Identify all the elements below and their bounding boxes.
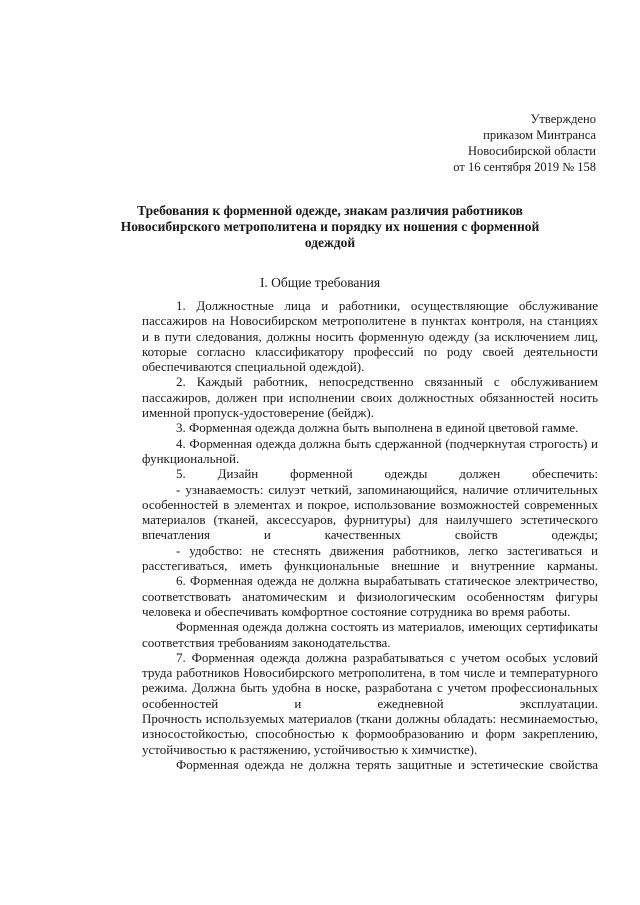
text-line: 3. Форменная одежда должна быть выполнена в единой цветовой гамме. bbox=[176, 420, 579, 436]
text-line: которые согласно классификатору профессий по роду своей деятельности bbox=[142, 343, 598, 359]
text-line: расстегиваться, иметь функциональные внешние и внутренние карманы. bbox=[142, 558, 598, 574]
text-line: Форменная одежда не должна терять защитные и эстетические свойства bbox=[176, 756, 598, 772]
text-line: 5. Дизайн форменной одежды должен обеспечить: bbox=[176, 466, 598, 482]
text-line: 1. Должностные лица и работники, осуществляющие обслуживание bbox=[176, 298, 598, 313]
text-line: соответствия требованиям законодательства. bbox=[142, 634, 391, 650]
paragraph bbox=[108, 466, 598, 573]
paragraph bbox=[108, 757, 598, 772]
paragraph bbox=[108, 619, 598, 650]
text-line: и в пути следования, должны носить форменную одежду (за исключением лиц, bbox=[142, 328, 598, 344]
document-title bbox=[120, 203, 540, 251]
paragraph bbox=[108, 374, 598, 420]
text-line: пассажиров на Новосибирском метрополитене в пунктах контроля, на станциях bbox=[142, 313, 598, 329]
document-body bbox=[108, 298, 598, 772]
text-line: износостойкостью, способностью к формообразованию и форм закреплению, bbox=[142, 726, 598, 742]
approval-line: Утверждено bbox=[530, 112, 596, 126]
paragraph bbox=[108, 436, 598, 467]
approval-line: от 16 сентября 2019 № 158 bbox=[453, 160, 596, 174]
text-line: впечатления и качественных свойств одежды; bbox=[142, 527, 598, 543]
title-line: одеждой bbox=[304, 235, 356, 250]
text-line: соответствовать анатомическим и физиологическим особенностям фигуры bbox=[142, 588, 598, 604]
approval-line: Новосибирской области bbox=[467, 144, 596, 158]
text-line: 6. Форменная одежда не должна вырабатывать статическое электричество, bbox=[176, 573, 598, 589]
text-line: материалов (тканей, аксессуаров, фурнитуры) для наилучшего эстетического bbox=[142, 512, 598, 528]
title-line: Требования к форменной одежде, знакам различия работников bbox=[137, 203, 523, 218]
text-line: труда работников Новосибирского метрополитена, в том числе и температурного bbox=[142, 665, 598, 681]
text-line: 7. Форменная одежда должна разрабатываться с учетом особых условий bbox=[176, 649, 598, 665]
text-line: функциональной. bbox=[142, 450, 240, 466]
text-line: Прочность используемых материалов (ткани должны обладать: несминаемостью, bbox=[142, 711, 598, 727]
approval-line: приказом Минтранса bbox=[483, 128, 596, 142]
title-line: Новосибирского метрополитена и порядку их ношения с форменной bbox=[120, 219, 540, 234]
text-line: 4. Форменная одежда должна быть сдержанной (подчеркнутая строгость) и bbox=[176, 435, 598, 451]
text-line: особенностей и ежедневной эксплуатации. bbox=[142, 695, 598, 711]
text-line: обеспечиваются специальной одеждой). bbox=[142, 359, 365, 375]
paragraph bbox=[108, 650, 598, 757]
paragraph bbox=[108, 298, 598, 374]
text-line: 2. Каждый работник, непосредственно связанный с обслуживанием bbox=[176, 374, 598, 390]
text-line: пассажиров, должен при исполнении своих должностных обязанностей носить bbox=[142, 389, 598, 405]
text-line: устойчивостью к растяжению, устойчивостью к химчистке). bbox=[142, 741, 478, 757]
text-line: особенностей в элементах и покрое, использование возможностей современных bbox=[142, 496, 598, 512]
section-heading: I. Общие требования bbox=[259, 275, 381, 290]
text-line: именной пропуск-удостоверение (бейдж). bbox=[142, 405, 375, 421]
text-line: - узнаваемость: силуэт четкий, запоминающийся, наличие отличительных bbox=[176, 481, 598, 497]
text-line: Форменная одежда должна состоять из материалов, имеющих сертификаты bbox=[176, 619, 598, 635]
text-line: режима. Должна быть удобна в носке, разработана с учетом профессиональных bbox=[142, 680, 598, 696]
text-line: человека и обеспечивать комфортное состояние сотрудника во время работы. bbox=[142, 603, 571, 619]
paragraph bbox=[108, 420, 598, 435]
paragraph bbox=[108, 573, 598, 619]
approval-stamp bbox=[453, 111, 596, 175]
text-line: - удобство: не стеснять движения работников, легко застегиваться и bbox=[176, 542, 598, 558]
